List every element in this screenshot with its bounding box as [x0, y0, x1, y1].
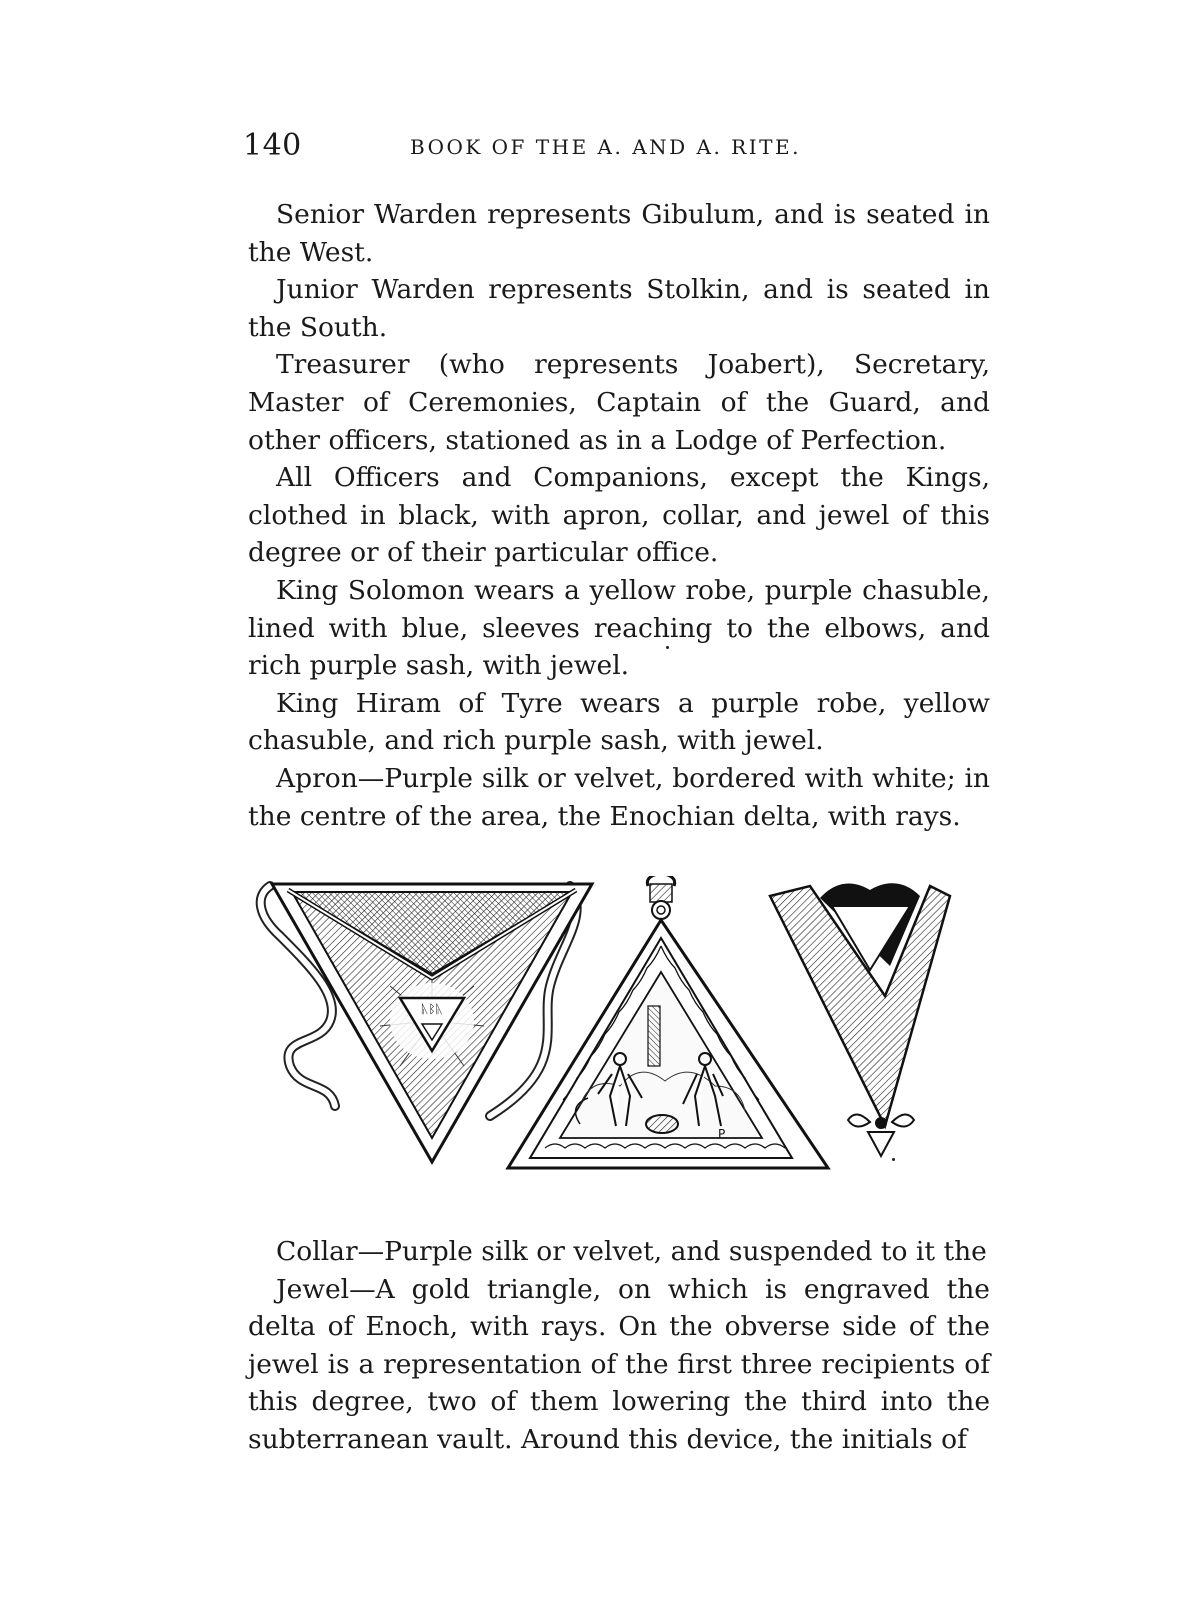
- page-header: [243, 128, 988, 168]
- svg-text:P: P: [718, 1127, 726, 1141]
- print-speck: [666, 646, 669, 649]
- print-speck: [892, 1158, 895, 1161]
- paragraph-king-hiram: King Hiram of Tyre wears a purple robe, yellow chasuble, and rich purple sash, with jewel.: [248, 687, 990, 757]
- paragraph-senior-warden: Senior Warden represents Gibulum, and is seated in the West.: [248, 199, 990, 268]
- text-block-top: [248, 196, 990, 835]
- paragraph-apron: Apron—Purple silk or velvet, bordered with white; in the centre of the area, the Enochian delta, with rays.: [248, 762, 990, 832]
- paragraph-junior-warden: Junior Warden represents Stolkin, and is seated in the South.: [248, 274, 990, 343]
- regalia-illustrations: [250, 876, 990, 1196]
- regalia-svg: [250, 876, 990, 1196]
- collar-illustration: [770, 883, 950, 1156]
- text-block-bottom: [248, 1233, 990, 1459]
- page-number: 140: [243, 128, 302, 163]
- apron-delta-inscription: ᚣᛒᚣ: [421, 1002, 443, 1016]
- paragraph-collar: Collar—Purple silk or velvet, and suspended to it the: [276, 1236, 987, 1267]
- paragraph-jewel: Jewel—A gold triangle, on which is engraved the delta of Enoch, with rays. On the obverse side of the jewel is a representation of the first three recipients of this degree, two of them lowering the third into the subterranean vault. Around this device, the initials of: [248, 1273, 990, 1455]
- running-title: BOOK OF THE A. AND A. RITE.: [410, 135, 801, 159]
- paragraph-treasurer: Treasurer (who represents Joabert), Secretary, Master of Ceremonies, Captain of the Guard, and other officers, stationed as in a Lodge of Perfection.: [248, 349, 990, 456]
- paragraph-officers: All Officers and Companions, except the Kings, clothed in black, with apron, collar, and jewel of this degree or of their particular office.: [248, 462, 990, 569]
- paragraph-king-solomon: King Solomon wears a yellow robe, purple chasuble, lined with blue, sleeves reaching to the elbows, and rich purple sash, with jewel.: [248, 574, 990, 682]
